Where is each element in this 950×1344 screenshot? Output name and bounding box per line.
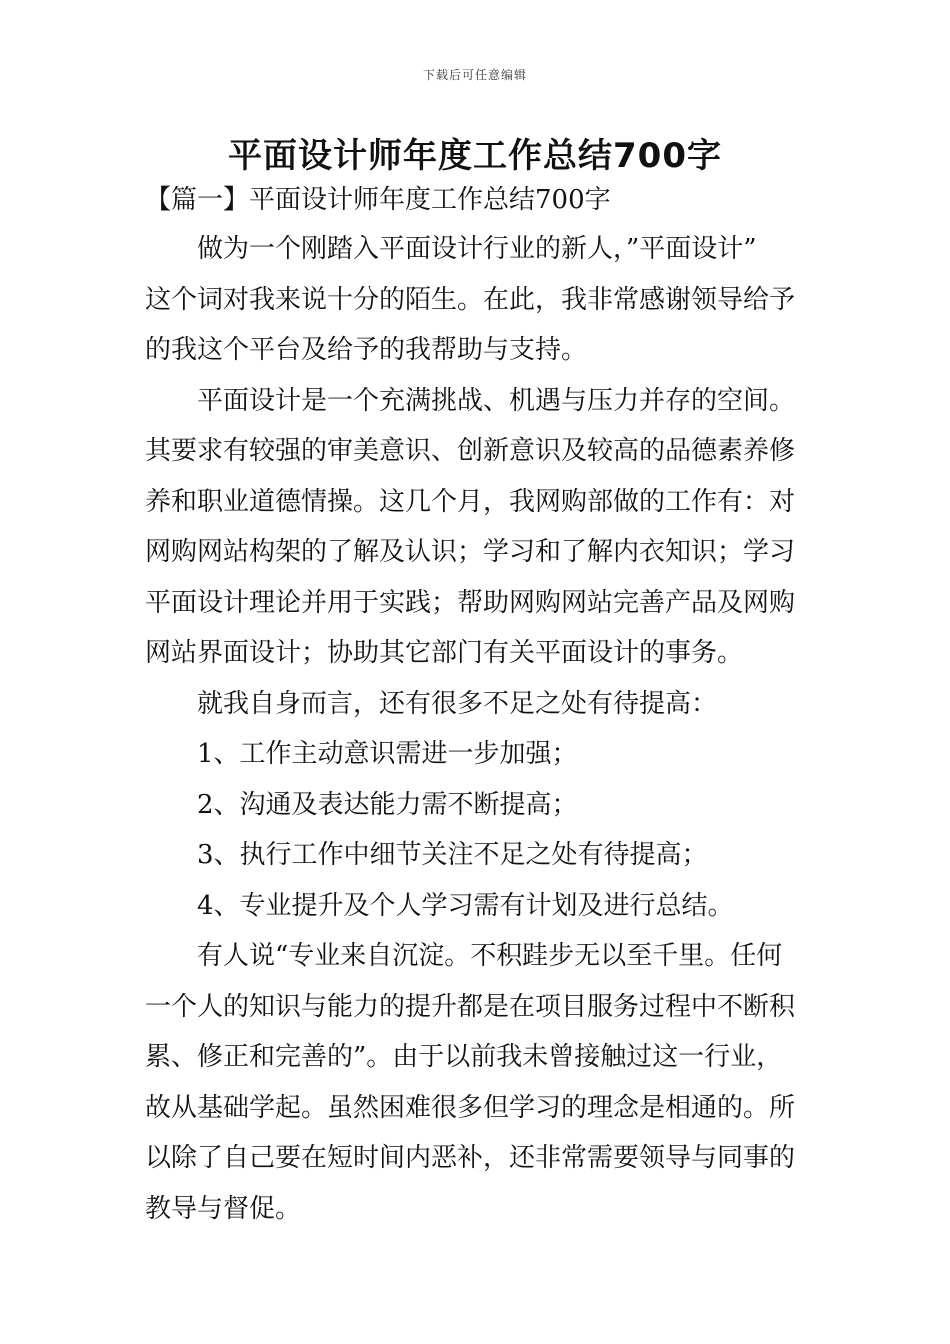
paragraph-line: 教导与督促。 (145, 1193, 302, 1224)
paragraph-line: 网站界面设计；协助其它部门有关平面设计的事务。 (145, 638, 744, 668)
document-body (145, 176, 810, 1234)
paragraph-line: 养和职业道德情操。这几个月，我网购部做的工作有：对 (145, 486, 796, 517)
list-item: 4、专业提升及个人学习需有计划及进行总结。 (197, 890, 734, 921)
paragraph-line: 其要求有较强的审美意识、创新意识及较高的品德素养修 (145, 436, 796, 466)
paragraph-line: 以除了自己要在短时间内恶补，还非常需要领导与同事的 (145, 1143, 796, 1173)
paragraph-line: 网购网站构架的了解及认识；学习和了解内衣知识；学习 (145, 537, 796, 567)
paragraph-line: 有人说“专业来自沉淀。不积跬步无以至千里。任何 (197, 941, 783, 971)
section-heading: 【篇一】平面设计师年度工作总结700字 (145, 185, 611, 215)
paragraph-line: 故从基础学起。虽然困难很多但学习的理念是相通的。所 (145, 1092, 796, 1123)
paragraph-line: 这个词对我来说十分的陌生。在此，我非常感谢领导给予 (145, 284, 796, 315)
paragraph-line: 一个人的知识与能力的提升都是在项目服务过程中不断积 (145, 991, 796, 1022)
paragraph-line: 就我自身而言，还有很多不足之处有待提高： (197, 688, 718, 719)
list-item: 2、沟通及表达能力需不断提高； (197, 789, 578, 820)
paragraph-line: 的我这个平台及给予的我帮助与支持。 (145, 335, 588, 365)
paragraph-line: 平面设计理论并用于实践；帮助网购网站完善产品及网购 (145, 587, 796, 618)
header-note: 下载后可任意编辑 (422, 68, 527, 82)
list-item: 1、工作主动意识需进一步加强； (197, 739, 578, 769)
paragraph-line: 做为一个刚踏入平面设计行业的新人，”平面设计” (197, 234, 757, 264)
paragraph-line: 累、修正和完善的”。由于以前我未曾接触过这一行业， (145, 1042, 783, 1072)
list-item: 3、执行工作中细节关注不足之处有待提高； (197, 840, 708, 870)
document-title: 平面设计师年度工作总结700字 (228, 136, 722, 176)
paragraph-line: 平面设计是一个充满挑战、机遇与压力并存的空间。 (197, 385, 796, 416)
